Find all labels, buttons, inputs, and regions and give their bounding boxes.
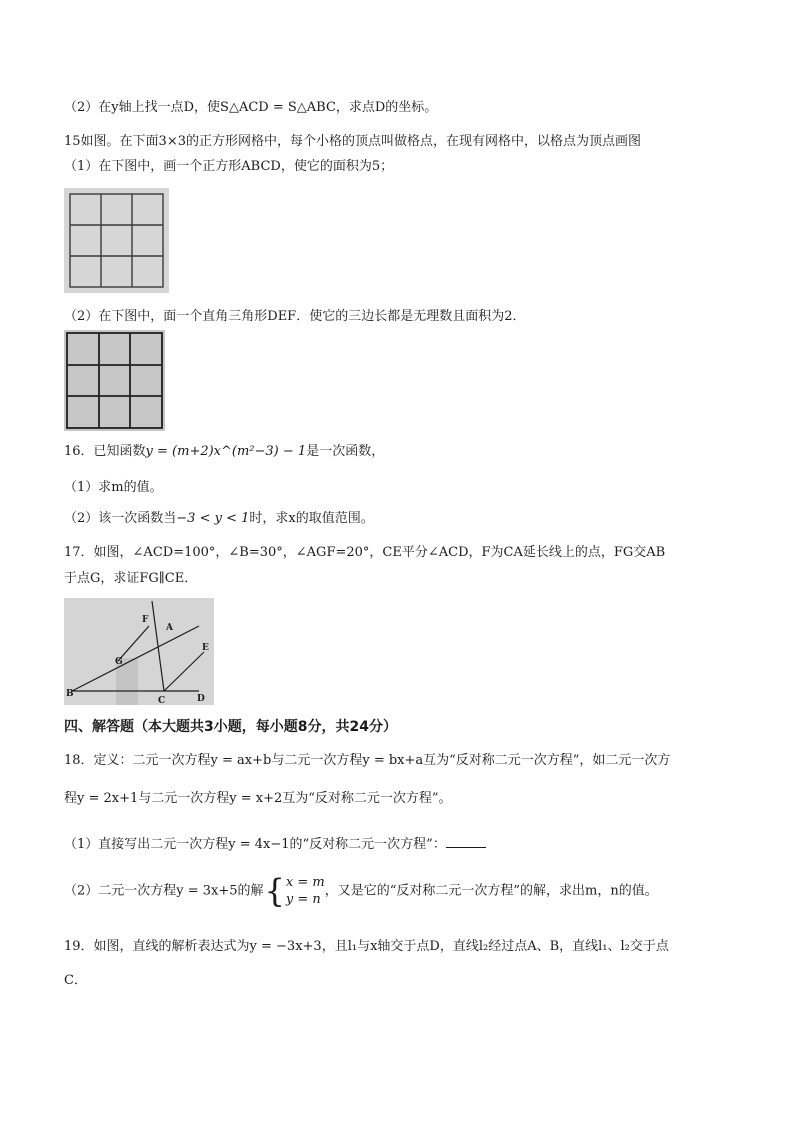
q18-part2-b: ，又是它的“反对称二元一次方程”的解，求出m，n的值。 [324,883,658,899]
angle-figure [64,598,214,705]
equation-system [286,874,325,908]
geometry-figure-icon [64,598,214,705]
q15-part1: （1）在下图中，画一个正方形ABCD，使它的面积为5； [64,159,394,174]
system-brace: { [264,872,285,910]
q18-part2-a: （2）二元一次方程y = 3x+5的解 [64,883,264,899]
grid-3x3-icon [64,330,165,431]
q14-part2: （2）在y轴上找一点D，使S△ACD = S△ABC，求点D的坐标。 [64,100,438,115]
q17-line1: 17．如图，∠ACD=100°，∠B=30°，∠AGF=20°，CE平分∠ACD，F为CA延长线上的点，FG交AB [64,545,666,560]
q16-intro-a: 16．已知函数 [64,444,146,459]
label-b: B [66,689,74,699]
label-d: D [197,694,205,704]
label-a: A [166,623,173,633]
q18-part1 [64,835,486,854]
q16-range: −3 < y < 1 [176,511,250,526]
q16-part2-b: 时，求x的取值范围。 [249,511,374,526]
section-heading: 四、解答题（本大题共3小题，每小题8分，共24分） [64,719,397,735]
label-g: G [115,657,123,667]
q15-intro: 15如图。在下面3×3的正方形网格中，每个小格的顶点叫做格点，在现有网格中，以格点为顶点画图 [64,134,641,149]
q18-part1-text: （1）直接写出二元一次方程y = 4x−1的“反对称二元一次方程”： [64,837,446,852]
q16-part1: （1）求m的值。 [64,480,163,495]
label-e: E [202,643,209,653]
q16-intro [64,443,384,461]
grid-3x3-icon [64,188,169,293]
system-line-2: y = n [285,892,321,907]
q18-part2 [64,874,658,909]
q19-line2: C． [64,973,87,988]
q16-part2-a: （2）该一次函数当 [64,511,177,526]
q18-line2: 程y = 2x+1与二元一次方程y = x+2互为“反对称二元一次方程”。 [64,791,452,806]
q15-part2: （2）在下图中，面一个直角三角形DEF．使它的三边长都是无理数且面积为2． [64,309,526,324]
q16-part2 [64,510,374,528]
answer-blank [446,835,486,848]
q16-formula: y = (m+2)x^(m²−3) − 1 [145,444,307,459]
q19-line1: 19．如图，直线的解析表达式为y = −3x+3，且l₁与x轴交于点D，直线l₂经过点A、B，直线l₁、l₂交于点 [64,939,669,954]
label-c: C [158,696,166,705]
grid-figure-1 [64,188,169,293]
grid-figure-2 [64,330,165,431]
label-f: F [142,615,149,625]
system-line-1: x = m [285,875,325,890]
q17-line2: 于点G，求证FG∥CE． [64,571,198,586]
q16-intro-b: 是一次函数， [306,444,385,459]
q18-line1: 18．定义：二元一次方程y = ax+b与二元一次方程y = bx+a互为“反对称二元一次方程”，如二元一次方 [64,753,671,768]
